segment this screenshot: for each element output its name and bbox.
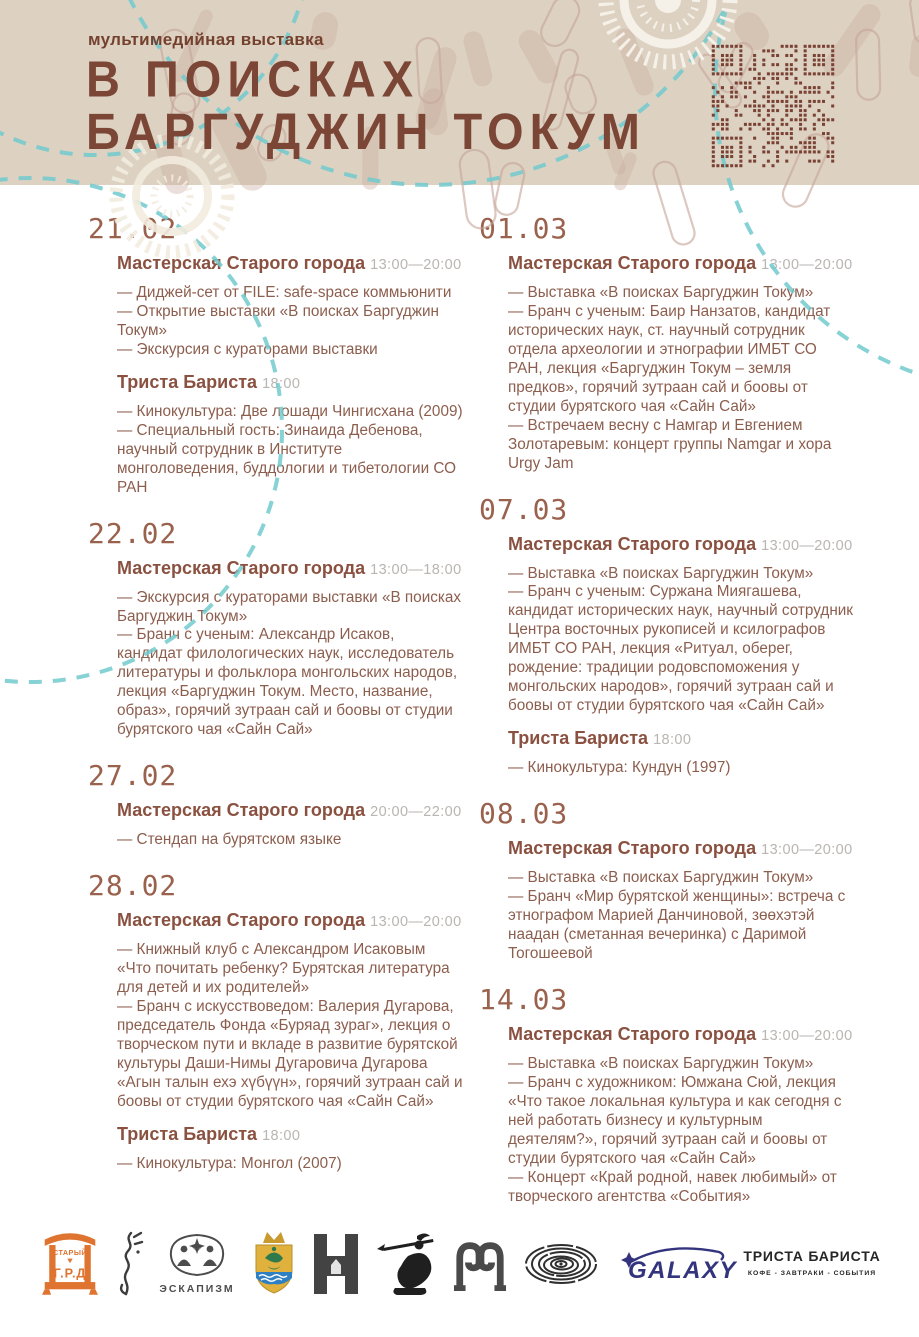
- venue-name: Триста Бариста: [117, 371, 258, 392]
- spiral-icon: [523, 1240, 599, 1288]
- title-line-2: БАРГУДЖИН ТОКУМ: [86, 103, 646, 161]
- venue-time: 20:00—22:00: [370, 804, 462, 821]
- event-item: — Бранч с художником: Юмжана Сюй, лекция «Что такое локальная культура и как сегодня с ней работать бизнесу и культурным деятелям?», горячий зутраан сай и боовы от студии бурятского чая «Сайн Сай»: [508, 1073, 842, 1167]
- trista-barista-sublabel: КОФЕ - ЗАВТРАКИ - СОБЫТИЯ: [747, 1269, 877, 1277]
- event-list: [117, 403, 463, 498]
- venue-heading: [508, 726, 854, 753]
- event-item: — Концерт «Край родной, навек любимый» от творческого агентства «События»: [508, 1168, 837, 1205]
- venue-name: Мастерская Старого города: [508, 533, 757, 554]
- spiral-petroglyph-logo: [523, 1240, 599, 1288]
- title-line-1: В ПОИСКАХ: [86, 49, 420, 108]
- venue-block: [508, 532, 854, 717]
- event-item: — Экскурсия с кураторами выставки: [117, 340, 378, 358]
- event-item: — Бранч с искусствоведом: Валерия Дугарова, председатель Фонда «Буряад зураг», лекция о творческом пути и вкладе в развитие бурятской культуры Даши-Нимы Дугаровича Дугарова «Агын талын ехэ хүбүүн», горячий зутраан сай и боовы от студии бурятского чая «Сайн Сай»: [117, 998, 463, 1110]
- eskapizm-icon: [160, 1230, 234, 1298]
- buryat-ornament-logo: [453, 1236, 507, 1292]
- venue-time: 13:00—20:00: [761, 257, 853, 273]
- venue-heading: [508, 836, 854, 863]
- event-list: [117, 284, 463, 360]
- event-item: — Кинокультура: Две лошади Чингисхана (2009): [117, 402, 463, 420]
- venue-name: Триста Бариста: [117, 1123, 258, 1144]
- venue-time: 18:00: [262, 375, 301, 392]
- galaxy-logo: [615, 1243, 737, 1285]
- day-date: 14.03: [479, 982, 569, 1016]
- event-item: — Бранч с ученым: Суржана Миягашева, кандидат исторических наук, научный сотрудник Центра восточных рукописей и ксилографов ИМБТ СО РАН, лекция «Ритуал, оберег, рождение: традиции родовспоможения у монгольских народов», горячий зутраан сай и боовы от студии бурятского чая «Сайн Сай»: [508, 583, 854, 715]
- venue-block: [117, 1122, 463, 1174]
- coat-of-arms-icon: [250, 1230, 298, 1298]
- event-list: [117, 1155, 463, 1174]
- partner-logo-strip: [0, 1229, 919, 1337]
- schedule-grid: [0, 185, 919, 1229]
- event-list: [117, 589, 463, 741]
- buryat-ornament-icon: [453, 1236, 507, 1292]
- qr-code-icon: [711, 44, 835, 168]
- event-list: [508, 759, 854, 778]
- day-section: [479, 492, 854, 779]
- event-item: — Специальный гость: Зинаида Дебенова, научный сотрудник в Институте монголоведения, буддологии и тибетологии СО РАН: [117, 421, 457, 496]
- event-item: — Бранч «Мир бурятской женщины»: встреча с этнографом Марией Данчиновой, зөөхэтэй наадан (сметанная вечеринка) с Даримой Тогошеевой: [508, 888, 846, 962]
- venue-block: [117, 251, 463, 360]
- day-venues: [508, 532, 854, 779]
- stary-gorod-logo: [42, 1229, 98, 1299]
- event-item: — Стендап на бурятском языке: [117, 831, 342, 849]
- day-date: 08.03: [479, 797, 569, 831]
- venue-name: Мастерская Старого города: [117, 910, 366, 931]
- venue-block: [117, 798, 463, 850]
- event-item: — Кинокультура: Монгол (2007): [117, 1154, 342, 1172]
- event-list: [508, 565, 854, 717]
- venue-heading: [508, 1022, 854, 1049]
- event-list: [117, 941, 463, 1112]
- letter-n-house-icon: [314, 1234, 358, 1294]
- venue-heading: [508, 251, 854, 278]
- day-venues: [117, 798, 463, 850]
- venue-name: Мастерская Старого города: [117, 253, 366, 273]
- venue-block: [117, 556, 463, 741]
- day-date: 01.03: [479, 212, 569, 245]
- venue-time: 18:00: [262, 1127, 301, 1144]
- event-item: — Открытие выставки «В поисках Баргуджин Токум»: [117, 302, 439, 339]
- day-section: [88, 869, 463, 1174]
- day-section: [479, 212, 854, 474]
- mongolian-calligraphy-logo: [114, 1230, 144, 1298]
- event-item: — Встречаем весну с Намгар и Евгением Золотаревым: концерт группы Namgar и хора Urgy Jam: [508, 416, 832, 472]
- day-venues: [117, 251, 463, 498]
- venue-heading: [117, 556, 463, 583]
- venue-name: Мастерская Старого города: [117, 557, 366, 578]
- venue-name: Триста Бариста: [508, 728, 649, 749]
- venue-block: [508, 251, 854, 474]
- trista-barista-wordmark-icon: [743, 1245, 881, 1283]
- event-list: [508, 284, 854, 474]
- galaxy-wordmark-icon: [615, 1243, 737, 1285]
- trista-barista-label: ТРИСТА БАРИСТА: [743, 1247, 881, 1264]
- event-list: [508, 1055, 854, 1207]
- event-item: — Бранч с ученым: Баир Нанзатов, кандидат исторических наук, ст. научный сотрудник отдела археологии и этнографии ИМБТ СО РАН, лекция «Баргуджин Токум – земля предков», горячий зутраан сай и боовы от студии бурятского чая «Сайн Сай»: [508, 302, 831, 415]
- venue-block: [117, 908, 463, 1112]
- venue-name: Мастерская Старого города: [508, 838, 757, 859]
- poster-header: [0, 0, 919, 185]
- day-venues: [508, 1022, 854, 1207]
- event-list: [508, 869, 854, 964]
- venue-block: [508, 726, 854, 778]
- venue-time: 18:00: [653, 732, 692, 749]
- day-section: [88, 516, 463, 741]
- venue-heading: [117, 1122, 463, 1149]
- eskapizm-logo: [160, 1230, 234, 1298]
- venue-time: 13:00—18:00: [370, 561, 462, 578]
- calligrapher-icon: [375, 1232, 437, 1296]
- venue-heading: [117, 798, 463, 825]
- venue-name: Мастерская Старого города: [508, 253, 757, 273]
- venue-block: [117, 370, 463, 498]
- galaxy-label: GALAXY: [627, 1256, 737, 1284]
- event-item: — Книжный клуб с Александром Исаковым «Что почитать ребенку? Бурятская литература для детей и их родителей»: [117, 941, 450, 997]
- venue-heading: [508, 532, 854, 559]
- day-section: [479, 797, 854, 964]
- event-item: — Выставка «В поисках Баргуджин Токум»: [508, 284, 814, 301]
- day-date: 28.02: [88, 869, 178, 903]
- day-date: 22.02: [88, 516, 178, 550]
- letter-n-house-logo: [314, 1234, 358, 1294]
- exhibition-title: [86, 49, 646, 161]
- venue-name: Мастерская Старого города: [508, 1023, 757, 1044]
- stary-gorod-label-top: СТАРЫЙ: [53, 1247, 87, 1257]
- mongolian-script-icon: [114, 1230, 144, 1298]
- ulan-ude-coat-of-arms-logo: [250, 1230, 298, 1298]
- stary-gorod-gate-icon: [42, 1229, 98, 1299]
- eskapizm-label: ЭСКАПИЗМ: [159, 1282, 235, 1295]
- trista-barista-logo: [743, 1245, 881, 1283]
- event-item: — Экскурсия с кураторами выставки «В поисках Баргуджин Токум»: [117, 588, 462, 625]
- venue-time: 13:00—20:00: [370, 257, 462, 273]
- event-item: — Выставка «В поисках Баргуджин Токум»: [508, 869, 814, 887]
- day-section: [479, 982, 854, 1207]
- day-date: 21.02: [88, 212, 178, 245]
- calligrapher-figure-logo: [375, 1232, 437, 1296]
- day-section: [88, 759, 463, 850]
- day-section: [88, 212, 463, 498]
- day-venues: [117, 908, 463, 1174]
- venue-block: [508, 836, 854, 964]
- venue-time: 13:00—20:00: [761, 537, 853, 554]
- venue-time: 13:00—20:00: [761, 1027, 853, 1044]
- venue-name: Мастерская Старого города: [117, 800, 366, 821]
- event-item: — Кинокультура: Кундун (1997): [508, 759, 731, 777]
- schedule-column-right: [479, 212, 854, 1229]
- event-item: — Диджей-сет от FILE: safe-space коммьюнити: [117, 284, 452, 301]
- day-date: 27.02: [88, 759, 178, 793]
- event-item: — Бранч с ученым: Александр Исаков, кандидат филологических наук, исследователь литературы и фольклора монгольских народов, лекция «Баргуджин Токум. Место, название, образ», горячий зутраан сай и боовы от студии бурятского чая «Сайн Сай»: [117, 626, 458, 739]
- event-item: — Выставка «В поисках Баргуджин Токум»: [508, 564, 814, 582]
- venue-heading: [117, 908, 463, 935]
- venue-time: 13:00—20:00: [370, 914, 462, 931]
- stary-gorod-label-bottom: Г.Р.Д: [53, 1266, 87, 1281]
- venue-time: 13:00—20:00: [761, 842, 853, 859]
- qr-code[interactable]: [711, 44, 835, 168]
- day-venues: [117, 556, 463, 741]
- event-list: [117, 831, 463, 850]
- day-venues: [508, 836, 854, 964]
- day-date: 07.03: [479, 492, 569, 526]
- day-venues: [508, 251, 854, 474]
- venue-block: [508, 1022, 854, 1207]
- event-item: — Выставка «В поисках Баргуджин Токум»: [508, 1054, 814, 1072]
- exhibition-kicker: мультимедийная выставка: [88, 30, 324, 49]
- venue-heading: [117, 370, 463, 397]
